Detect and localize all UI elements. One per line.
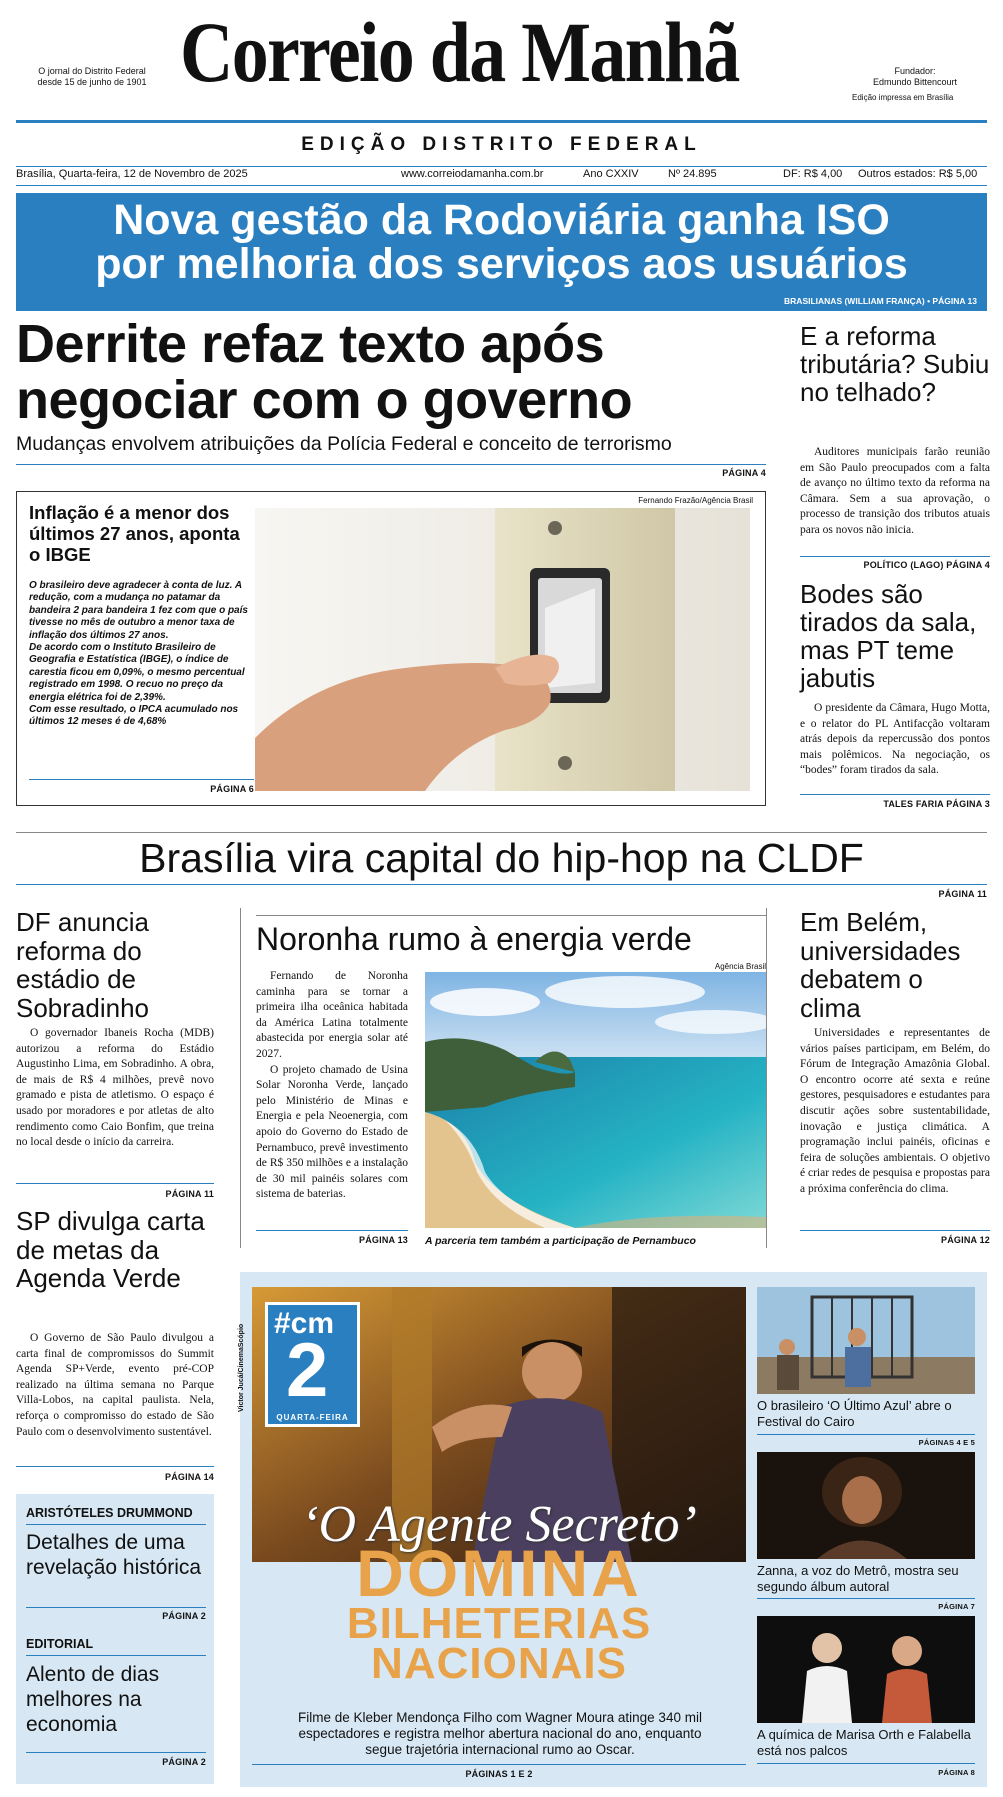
inflation-box[interactable] bbox=[16, 491, 766, 806]
belem-rule bbox=[800, 1230, 990, 1231]
opinion-col1-rule bbox=[26, 1607, 206, 1608]
dateline bbox=[16, 168, 987, 184]
inflation-headline: Inflação é a menor dos últimos 27 anos, aponta o IBGE bbox=[29, 502, 240, 565]
inflation-body: O brasileiro deve agradecer à conta de luz. A redução, com a mudança no patamar da bandeira 2 para bandeira 1 fez com que o país tivesse no mês de outubro a menor taxa de inflação dos últimos 27 anos. De acordo com o Instituto Brasileiro de Geografia e Estatística (IBGE), o índice de carestia ficou em 0,09%, o mesmo percentual registrado em 1998. O recuo no preço da energia elétrica foi de 2,39%. Com esse resultado, o IPCA acumulado nos últimos 12 meses é de 4,68% bbox=[29, 580, 248, 728]
photo-credit: Fernando Frazão/Agência Brasil bbox=[638, 496, 753, 505]
noronha-caption: A parceria tem também a participação de Pernambuco bbox=[425, 1235, 696, 1247]
newspaper-title[interactable]: Correio da Manhã bbox=[180, 4, 739, 100]
theater-illustration bbox=[757, 1616, 975, 1723]
opinion-col1-title[interactable]: Detalhes de uma revelação histórica bbox=[26, 1531, 202, 1579]
zanna-illustration bbox=[757, 1452, 975, 1559]
noronha-headline[interactable]: Noronha rumo à energia verde bbox=[256, 921, 692, 957]
stadium-headline[interactable]: DF anuncia reforma do estádio de Sobradinho bbox=[16, 907, 149, 1023]
sp-headline[interactable]: SP divulga carta de metas da Agenda Verde bbox=[16, 1206, 205, 1293]
hiphop-headline[interactable]: Brasília vira capital do hip-hop na CLDF bbox=[139, 835, 864, 881]
cairo-festival-photo bbox=[757, 1287, 975, 1394]
banner-headline-1: Nova gestão da Rodoviária ganha ISO bbox=[113, 196, 890, 244]
supplement-rule bbox=[252, 1764, 746, 1765]
top-banner[interactable] bbox=[16, 193, 987, 311]
masthead-rule bbox=[16, 120, 987, 123]
dateline-rule bbox=[16, 185, 987, 186]
sp-body: O Governo de São Paulo divulgou a carta final de compromissos do Summit Agenda SP+Verde, evento pré-COP realizado na última semana no Parque Villa-Lobos, na capital paulista. Nela, reforça o compromisso do estado de São Paulo com o desenvolvimento sustentável. bbox=[16, 1332, 214, 1438]
belem-headline[interactable]: Em Belém, universidades debatem o clima bbox=[800, 907, 961, 1023]
issue-number: Nº 24.895 bbox=[668, 168, 717, 180]
theater-caption[interactable]: A química de Marisa Orth e Falabella está nos palcos bbox=[757, 1727, 971, 1758]
cm2-logo: #cm 2 QUARTA-FEIRA bbox=[265, 1302, 360, 1427]
year: Ano CXXIV bbox=[583, 168, 639, 180]
noronha-page: PÁGINA 13 bbox=[359, 1235, 408, 1245]
belem-page: PÁGINA 12 bbox=[941, 1235, 990, 1245]
noronha-photo-credit: Agência Brasil bbox=[714, 962, 766, 971]
opinion-col2-label: EDITORIAL bbox=[26, 1637, 94, 1651]
zanna-rule bbox=[757, 1598, 975, 1599]
belem-body: Universidades e representantes de vários países participam, em Belém, do Fórum de Integração Amazônia Global. O encontro ocorre até sexta e reúne gestores, pesquisadores e estudantes para discutir ações sobre sustentabilidade, inovação e justiça climática. A programação inclui painéis, oficinas e feira de soluções ambientais. O objetivo é criar redes de pesquisa e propostas para a próxima conferência do clima. bbox=[800, 1027, 990, 1195]
opinion-col2-rule bbox=[26, 1752, 206, 1753]
banner-credit: BRASILIANAS (WILLIAM FRANÇA) • PÁGINA 13 bbox=[784, 296, 977, 306]
stadium-rule bbox=[16, 1183, 214, 1184]
lead-subhead: Mudanças envolvem atribuições da Polícia Federal e conceito de terrorismo bbox=[16, 433, 672, 455]
noronha-rule bbox=[256, 1230, 408, 1231]
inflation-rule bbox=[29, 779, 254, 780]
tax-body: Auditores municipais farão reunião em São Paulo preocupados com a falta de avanço no último texto da reforma na Câmara. Sem a sua aprovação, o processo de transição dos tributos atuais para os novos não inicia. bbox=[800, 446, 990, 536]
banner-headline-2: por melhoria dos serviços aos usuários bbox=[95, 240, 908, 288]
lead-rule bbox=[16, 464, 766, 465]
opinion-col2-title[interactable]: Alento de dias melhores na economia bbox=[26, 1663, 160, 1736]
theater-page: PÁGINA 8 bbox=[938, 1768, 975, 1777]
lead-page: PÁGINA 4 bbox=[722, 468, 766, 478]
sp-rule bbox=[16, 1466, 214, 1467]
cairo-illustration bbox=[757, 1287, 975, 1394]
tax-page: POLÍTICO (LAGO) PÁGINA 4 bbox=[863, 560, 990, 570]
theater-rule bbox=[757, 1763, 975, 1764]
goats-headline[interactable]: Bodes são tirados da sala, mas PT teme jabutis bbox=[800, 579, 977, 693]
stadium-body: O governador Ibaneis Rocha (MDB) autorizou a reforma do Estádio Augustinho Lima, em Sobradinho. A obra, de mais de R$ 4 milhões, prevê novo gramado e pista de atletismo. O espaço é usado por moradores e por atletas de alto rendimento como Caio Bonfim, que treina no local desde o início da carreira. bbox=[16, 1027, 214, 1149]
opinion-col1-label-rule bbox=[26, 1524, 206, 1525]
supplement-headline-2: BILHETERIAS bbox=[346, 1599, 652, 1648]
supplement-page: PÁGINAS 1 E 2 bbox=[465, 1769, 533, 1779]
supplement-photo-credit: Victor Jucá/CinemaScópio bbox=[238, 1323, 245, 1412]
goats-rule bbox=[800, 794, 990, 795]
inflation-page: PÁGINA 6 bbox=[210, 784, 254, 794]
lead-headline[interactable]: Derrite refaz texto após negociar com o governo bbox=[16, 314, 633, 430]
noronha-body: Fernando de Noronha caminha para se tornar a primeira ilha oceânica habitada da América Latina totalmente abastecida por energia solar até 2027. O projeto chamado de Usina Solar Noronha Verde, lançado pelo Ministério de Minas e Energia e pela Neoenergia, com apoio do Governo do Estado de Pernambuco, prevê investimento de R$ 350 milhões e a instalação de 30 mil painéis solares com sistema de baterias. bbox=[256, 970, 408, 1201]
price-other: Outros estados: R$ 5,00 bbox=[858, 168, 978, 180]
supplement-box[interactable] bbox=[240, 1272, 987, 1787]
supplement-headline-3: NACIONAIS bbox=[371, 1639, 627, 1688]
opinion-col1-page: PÁGINA 2 bbox=[162, 1611, 206, 1621]
supplement-headline-1: DOMINA bbox=[356, 1536, 642, 1610]
goats-body: O presidente da Câmara, Hugo Motta, e o relator do PL Antifacção voltaram atrás depois da repercussão dos pontos mais polêmicos. Na negociação, os “bodes” foram tirados da sala. bbox=[800, 702, 990, 777]
opinion-col2-page: PÁGINA 2 bbox=[162, 1757, 206, 1767]
tax-headline[interactable]: E a reforma tributária? Subiu no telhado? bbox=[800, 321, 990, 407]
date: Brasília, Quarta-feira, 12 de Novembro de 2025 bbox=[16, 168, 248, 180]
edition-rule bbox=[16, 166, 987, 167]
supplement-body: Filme de Kleber Mendonça Filho com Wagner Moura atinge 340 mil espectadores e registra melhor abertura nacional do ano, enquanto segue trajetória internacional rumo ao Oscar. bbox=[298, 1710, 702, 1757]
light-switch-photo bbox=[255, 508, 750, 791]
hiphop-rule bbox=[16, 884, 987, 885]
zanna-caption[interactable]: Zanna, a voz do Metrô, mostra seu segundo álbum autoral bbox=[757, 1563, 959, 1594]
tax-rule bbox=[800, 556, 990, 557]
cairo-rule bbox=[757, 1434, 975, 1435]
edition-label: EDIÇÃO DISTRITO FEDERAL bbox=[301, 134, 702, 155]
film-title: ‘O Agente Secreto’ bbox=[301, 1496, 697, 1553]
founder: Fundador: Edmundo Bittencourt bbox=[872, 66, 958, 87]
beach-illustration bbox=[425, 972, 766, 1228]
hiphop-page: PÁGINA 11 bbox=[938, 889, 987, 899]
cairo-caption[interactable]: O brasileiro ‘O Último Azul’ abre o Festival do Cairo bbox=[757, 1398, 952, 1429]
opinion-box bbox=[16, 1494, 214, 1784]
masthead-tagline: O jornal do Distrito Federal desde 15 de junho de 1901 bbox=[37, 66, 147, 87]
light-switch-illustration bbox=[255, 508, 750, 791]
zanna-page: PÁGINA 7 bbox=[938, 1602, 975, 1611]
sp-page: PÁGINA 14 bbox=[165, 1472, 214, 1482]
cairo-page: PÁGINAS 4 E 5 bbox=[918, 1438, 975, 1447]
opinion-col1-label: ARISTÓTELES DRUMMOND bbox=[26, 1506, 193, 1520]
theater-photo bbox=[757, 1616, 975, 1723]
website-link[interactable]: www.correiodamanha.com.br bbox=[401, 168, 544, 180]
goats-page: TALES FARIA PÁGINA 3 bbox=[883, 799, 990, 809]
noronha-top-rule bbox=[256, 915, 766, 916]
opinion-col2-label-rule bbox=[26, 1655, 206, 1656]
noronha-beach-photo bbox=[425, 972, 766, 1228]
price-df: DF: R$ 4,00 bbox=[783, 168, 843, 180]
print-edition-note: Edição impressa em Brasília bbox=[852, 93, 954, 102]
stadium-page: PÁGINA 11 bbox=[165, 1189, 214, 1199]
masthead bbox=[0, 0, 1003, 120]
zanna-photo bbox=[757, 1452, 975, 1559]
